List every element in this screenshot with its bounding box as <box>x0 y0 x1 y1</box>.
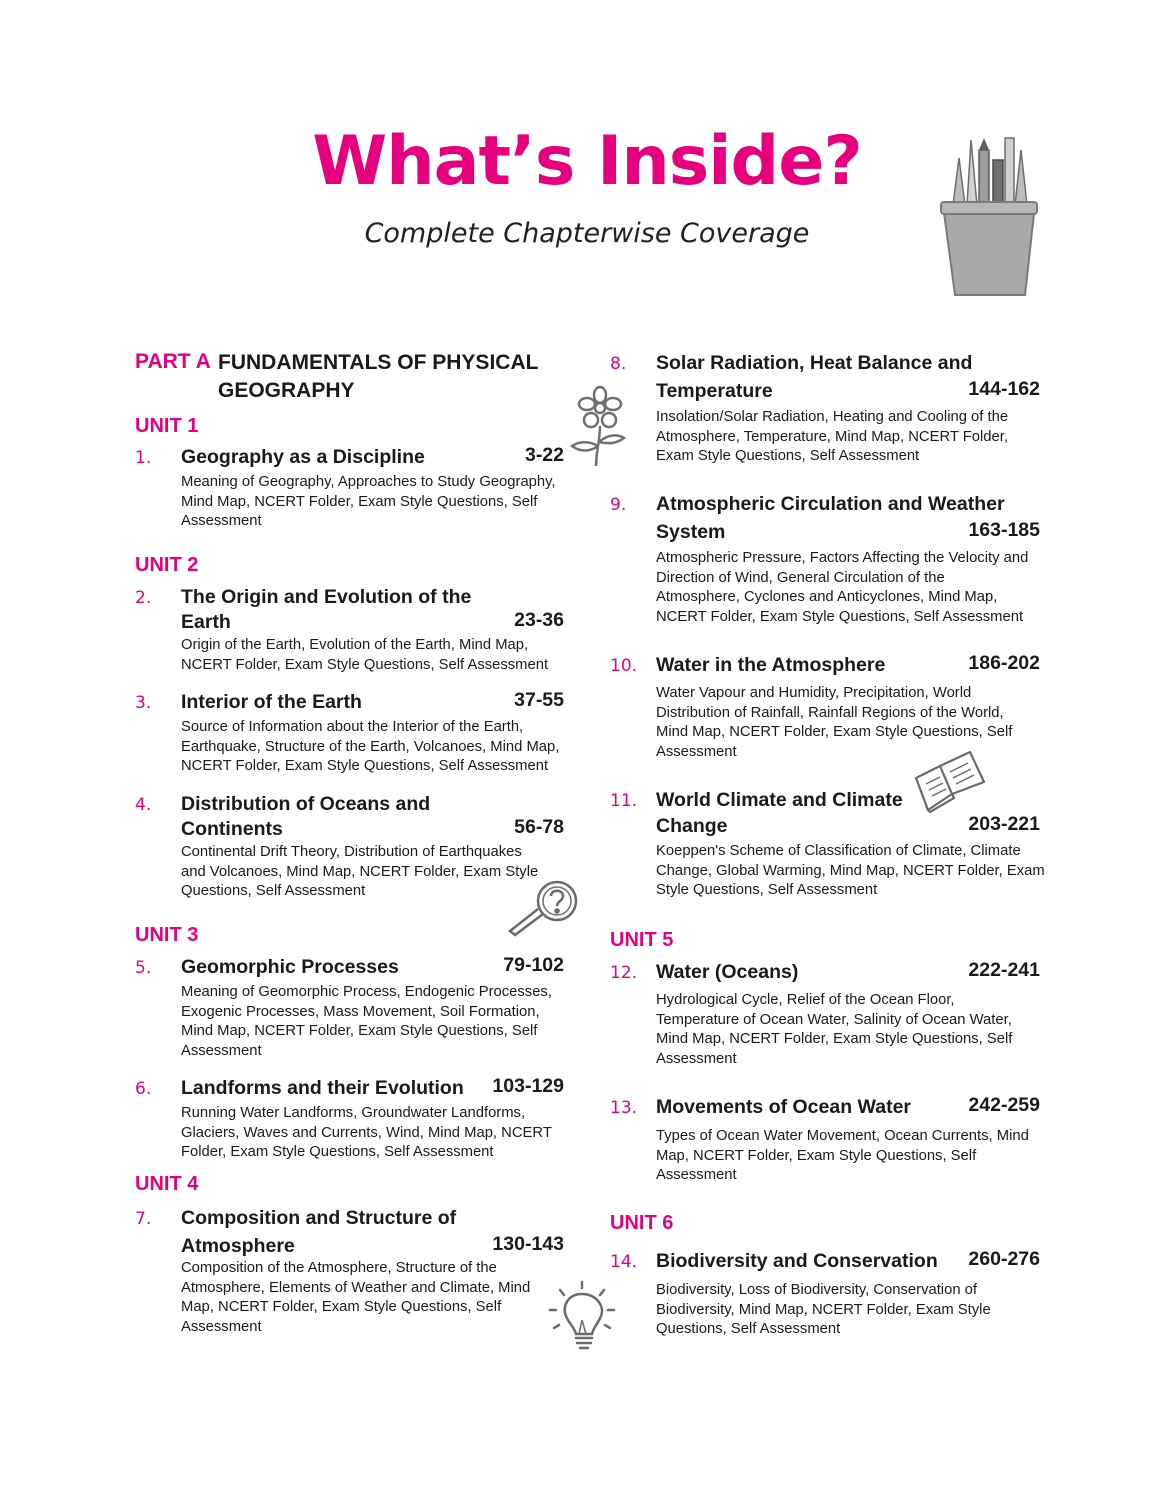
chapter-number: 14. <box>610 1252 638 1272</box>
part-title-line1: FUNDAMENTALS OF PHYSICAL <box>218 351 539 374</box>
chapter-description: Biodiversity, Loss of Biodiversity, Conservation of Biodiversity, Mind Map, NCERT Folder, Exam Style Questions, Self Assessment <box>656 1282 991 1338</box>
chapter-title: Solar Radiation, Heat Balance and <box>656 352 973 374</box>
chapter-description: Meaning of Geomorphic Process, Endogenic Processes, Exogenic Processes, Mass Movement, Soil Formation, Mind Map, NCERT Folder, Exam Style Questions, Self Assessment <box>181 984 552 1059</box>
open-book-icon <box>910 748 990 814</box>
chapter-title-line2: Change <box>656 815 728 837</box>
chapter-title: Composition and Structure of <box>181 1207 457 1229</box>
chapter-description: Source of Information about the Interior of the Earth, Earthquake, Structure of the Earth, Volcanoes, Mind Map, NCERT Folder, Exam Style Questions, Self Assessment <box>181 719 560 775</box>
chapter-number: 4. <box>135 795 152 815</box>
chapter-title-line2: Earth <box>181 611 231 633</box>
chapter-number: 6. <box>135 1079 152 1099</box>
chapter-title-line2: Continents <box>181 818 283 840</box>
magnifier-question-icon <box>505 877 585 941</box>
chapter-pages: 130-143 <box>492 1233 564 1255</box>
chapter-description: Running Water Landforms, Groundwater Landforms, Glaciers, Waves and Currents, Wind, Mind Map, NCERT Folder, Exam Style Questions, Self Assessment <box>181 1105 552 1161</box>
chapter-title: Water in the Atmosphere <box>656 654 886 676</box>
chapter-description: Koeppen's Scheme of Classification of Climate, Climate Change, Global Warming, Mind Map, NCERT Folder, Exam Style Questions, Self Assessment <box>656 843 1045 899</box>
chapter-pages: 186-202 <box>968 652 1040 674</box>
unit-3-heading: UNIT 3 <box>135 924 199 946</box>
chapter-number: 1. <box>135 448 152 468</box>
chapter-description: Meaning of Geography, Approaches to Study Geography, Mind Map, NCERT Folder, Exam Style Questions, Self Assessment <box>181 474 556 530</box>
chapter-title: Distribution of Oceans and <box>181 793 431 815</box>
unit-2-heading: UNIT 2 <box>135 554 199 576</box>
chapter-number: 13. <box>610 1098 638 1118</box>
chapter-pages: 242-259 <box>968 1094 1040 1116</box>
chapter-pages: 56-78 <box>514 816 564 838</box>
page-subtitle: Complete Chapterwise Coverage <box>364 218 810 249</box>
chapter-pages: 222-241 <box>968 959 1040 981</box>
chapter-number: 5. <box>135 958 152 978</box>
chapter-title: World Climate and Climate <box>656 789 903 811</box>
unit-1-heading: UNIT 1 <box>135 415 199 437</box>
chapter-number: 11. <box>610 791 638 811</box>
unit-4-heading: UNIT 4 <box>135 1173 199 1195</box>
chapter-pages: 23-36 <box>514 609 564 631</box>
chapter-number: 9. <box>610 495 627 515</box>
chapter-title: Water (Oceans) <box>656 961 799 983</box>
chapter-title: Interior of the Earth <box>181 691 362 713</box>
pencil-cup-icon <box>935 130 1045 300</box>
chapter-description: Hydrological Cycle, Relief of the Ocean Floor, Temperature of Ocean Water, Salinity of Ocean Water, Mind Map, NCERT Folder, Exam Style Questions, Self Assessment <box>656 992 1013 1067</box>
chapter-title: Movements of Ocean Water <box>656 1096 912 1118</box>
chapter-title-line2: Atmosphere <box>181 1235 295 1257</box>
chapter-description: Water Vapour and Humidity, Precipitation, World Distribution of Rainfall, Rainfall Regions of the World, Mind Map, NCERT Folder, Exam Style Questions, Self Assessment <box>656 685 1013 760</box>
lightbulb-icon <box>546 1280 618 1360</box>
chapter-number: 8. <box>610 354 627 374</box>
chapter-title: Biodiversity and Conservation <box>656 1250 938 1272</box>
chapter-pages: 3-22 <box>524 444 564 466</box>
chapter-number: 12. <box>610 963 638 983</box>
flower-icon <box>566 382 628 470</box>
chapter-description: Composition of the Atmosphere, Structure of the Atmosphere, Elements of Weather and Climate, Mind Map, NCERT Folder, Exam Style Questions, Self Assessment <box>181 1260 531 1335</box>
chapter-pages: 37-55 <box>514 689 564 711</box>
chapter-pages: 103-129 <box>492 1075 564 1097</box>
chapter-number: 7. <box>135 1209 152 1229</box>
chapter-title-line2: System <box>656 521 726 543</box>
page-title: What’s Inside? <box>312 122 862 201</box>
chapter-title: The Origin and Evolution of the <box>181 586 472 608</box>
chapter-pages: 163-185 <box>968 519 1040 541</box>
chapter-number: 10. <box>610 656 638 676</box>
chapter-number: 2. <box>135 588 152 608</box>
chapter-title: Atmospheric Circulation and Weather <box>656 493 1005 515</box>
chapter-description: Continental Drift Theory, Distribution of Earthquakes and Volcanoes, Mind Map, NCERT Folder, Exam Style Questions, Self Assessment <box>181 844 539 900</box>
chapter-pages: 260-276 <box>968 1248 1040 1270</box>
unit-6-heading: UNIT 6 <box>610 1212 674 1234</box>
chapter-title: Landforms and their Evolution <box>181 1077 464 1099</box>
chapter-number: 3. <box>135 693 152 713</box>
part-label: PART A <box>135 350 211 373</box>
chapter-title: Geography as a Discipline <box>181 446 425 468</box>
chapter-description: Types of Ocean Water Movement, Ocean Currents, Mind Map, NCERT Folder, Exam Style Questions, Self Assessment <box>656 1128 1029 1184</box>
chapter-description: Atmospheric Pressure, Factors Affecting the Velocity and Direction of Wind, General Circulation of the Atmosphere, Cyclones and Anticyclones, Mind Map, NCERT Folder, Exam Style Questions, Self Assessment <box>656 550 1029 625</box>
chapter-description: Origin of the Earth, Evolution of the Earth, Mind Map, NCERT Folder, Exam Style Questions, Self Assessment <box>181 637 549 673</box>
chapter-pages: 203-221 <box>968 813 1040 835</box>
unit-5-heading: UNIT 5 <box>610 929 674 951</box>
chapter-description: Insolation/Solar Radiation, Heating and Cooling of the Atmosphere, Temperature, Mind Map, NCERT Folder, Exam Style Questions, Self Assessment <box>656 409 1009 465</box>
chapter-pages: 144-162 <box>968 378 1040 400</box>
chapter-title-line2: Temperature <box>656 380 773 402</box>
chapter-pages: 79-102 <box>503 954 564 976</box>
chapter-title: Geomorphic Processes <box>181 956 399 978</box>
part-title-line2: GEOGRAPHY <box>218 379 355 402</box>
